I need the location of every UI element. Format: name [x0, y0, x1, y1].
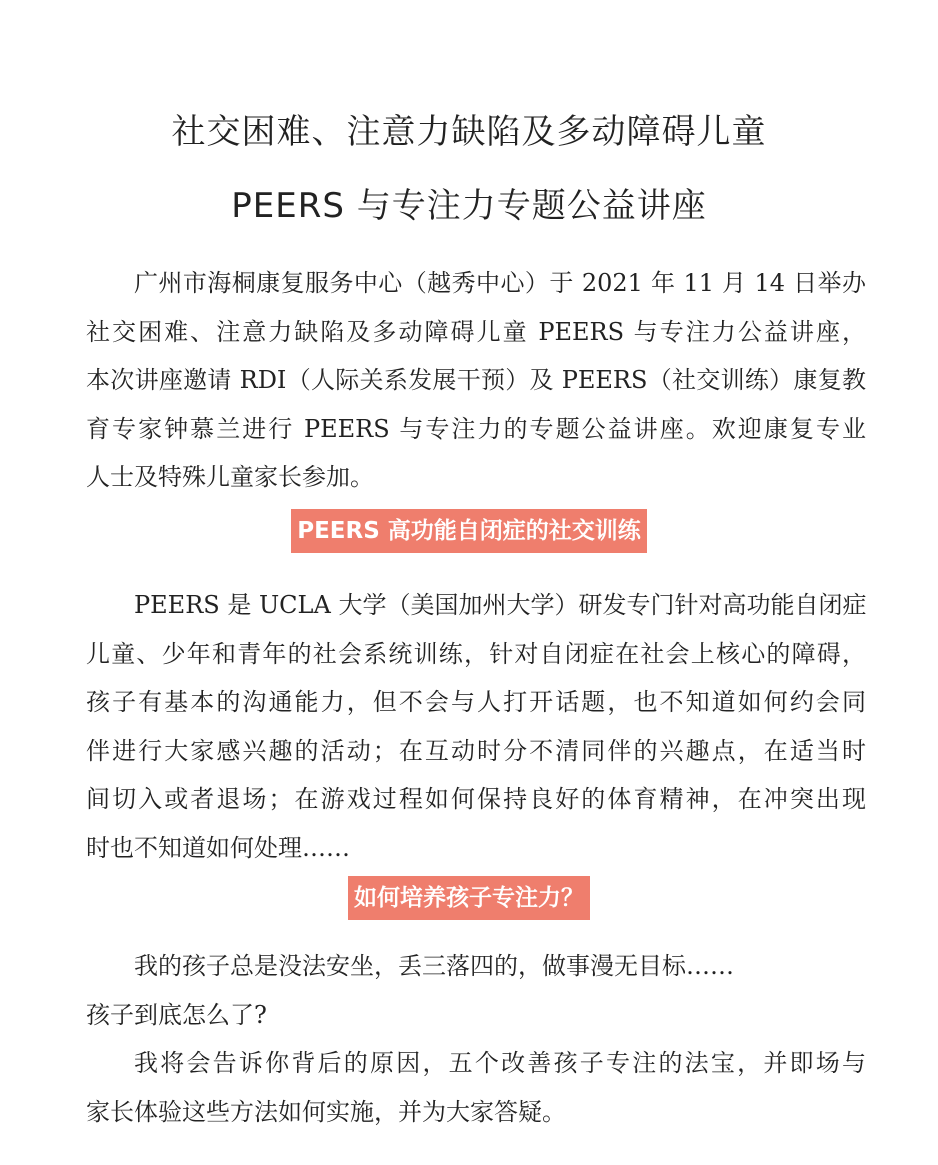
peers-paragraph: [86, 581, 866, 872]
focus-line: 我将会告诉你背后的原因，五个改善孩子专注的法宝，并即场与: [134, 1049, 866, 1077]
focus-line: 我的孩子总是没法安坐，丢三落四的，做事漫无目标……: [134, 952, 734, 980]
intro-line: 本次讲座邀请 RDI（人际关系发展干预）及 PEERS（社交训练）康复教: [86, 366, 866, 394]
page-title-line-2: PEERS 与专注力专题公益讲座: [231, 186, 707, 226]
focus-line: 孩子到底怎么了?: [86, 1000, 267, 1029]
page-title-line-1: 社交困难、注意力缺陷及多动障碍儿童: [171, 112, 767, 152]
section-heading-peers: [0, 509, 938, 553]
focus-line: 家长体验这些方法如何实施，并为大家答疑。: [86, 1097, 566, 1126]
peers-line: PEERS 是 UCLA 大学（美国加州大学）研发专门针对高功能自闭症: [134, 591, 867, 619]
focus-paragraph: [86, 942, 866, 1136]
peers-line: 儿童、少年和青年的社会系统训练，针对自闭症在社会上核心的障碍，: [86, 639, 866, 668]
intro-line: 广州市海桐康复服务中心（越秀中心）于 2021 年 11 月 14 日举办: [134, 269, 866, 297]
intro-paragraph: [86, 259, 866, 502]
intro-line: 社交困难、注意力缺陷及多动障碍儿童 PEERS 与专注力公益讲座，: [86, 317, 866, 346]
intro-line: 育专家钟慕兰进行 PEERS 与专注力的专题公益讲座。欢迎康复专业: [86, 414, 866, 443]
peers-line: 时也不知道如何处理……: [86, 833, 350, 862]
section-heading-peers-label: PEERS 高功能自闭症的社交训练: [291, 509, 647, 553]
section-heading-focus: [0, 876, 938, 920]
intro-line: 人士及特殊儿童家长参加。: [86, 463, 374, 491]
section-heading-focus-label: 如何培养孩子专注力？: [348, 876, 590, 920]
peers-line: 孩子有基本的沟通能力，但不会与人打开话题，也不知道如何约会同: [86, 688, 866, 716]
peers-line: 间切入或者退场；在游戏过程如何保持良好的体育精神，在冲突出现: [86, 785, 866, 813]
peers-line: 伴进行大家感兴趣的活动；在互动时分不清同伴的兴趣点，在适当时: [86, 736, 866, 765]
